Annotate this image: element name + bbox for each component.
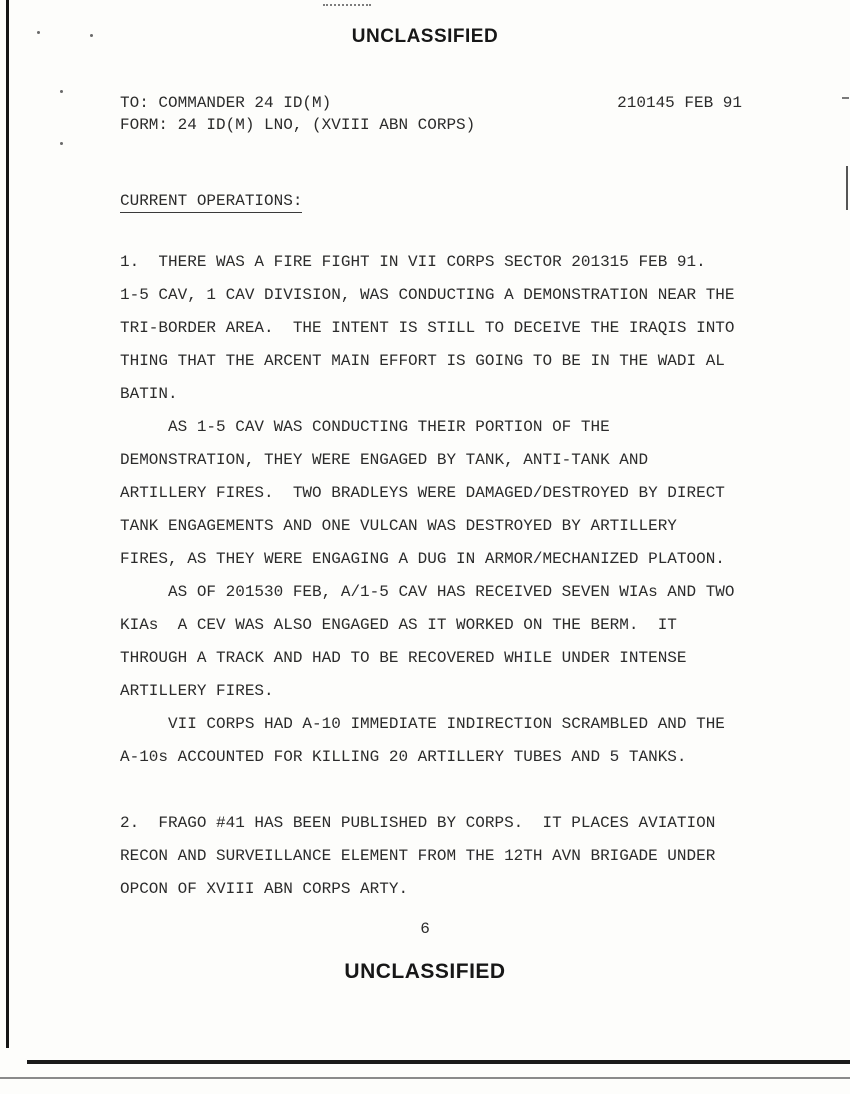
body-line: BATIN.: [120, 385, 178, 403]
scan-artifact-dot: [60, 90, 63, 93]
body-line: 2. FRAGO #41 HAS BEEN PUBLISHED BY CORPS. IT PLACES AVIATION: [120, 814, 716, 832]
memo-body: [120, 253, 780, 913]
memo-from-line: FORM: 24 ID(M) LNO, (XVIII ABN CORPS): [120, 116, 476, 134]
scan-artifact-right-tick: [842, 97, 849, 99]
memo-to-line: TO: COMMANDER 24 ID(M): [120, 94, 332, 112]
classification-marking-bottom: UNCLASSIFIED: [344, 960, 506, 983]
scan-artifact-bottom-line: [0, 1077, 850, 1079]
scan-artifact-top-dashes: [323, 4, 371, 6]
section-heading: CURRENT OPERATIONS:: [120, 192, 302, 210]
body-line: ARTILLERY FIRES.: [120, 682, 274, 700]
body-line: RECON AND SURVEILLANCE ELEMENT FROM THE 12TH AVN BRIGADE UNDER: [120, 847, 716, 865]
body-line: AS 1-5 CAV WAS CONDUCTING THEIR PORTION OF THE: [120, 418, 610, 436]
body-line: KIAs A CEV WAS ALSO ENGAGED AS IT WORKED ON THE BERM. IT: [120, 616, 677, 634]
body-line: FIRES, AS THEY WERE ENGAGING A DUG IN ARMOR/MECHANIZED PLATOON.: [120, 550, 725, 568]
body-line: ARTILLERY FIRES. TWO BRADLEYS WERE DAMAGED/DESTROYED BY DIRECT: [120, 484, 725, 502]
body-line: VII CORPS HAD A-10 IMMEDIATE INDIRECTION SCRAMBLED AND THE: [120, 715, 725, 733]
classification-marking-top: UNCLASSIFIED: [351, 26, 499, 47]
page-number: 6: [420, 920, 430, 938]
body-line: THROUGH A TRACK AND HAD TO BE RECOVERED WHILE UNDER INTENSE: [120, 649, 687, 667]
body-line: A-10s ACCOUNTED FOR KILLING 20 ARTILLERY TUBES AND 5 TANKS.: [120, 748, 687, 766]
body-line: TANK ENGAGEMENTS AND ONE VULCAN WAS DESTROYED BY ARTILLERY: [120, 517, 677, 535]
scan-artifact-left-edge-line: [6, 0, 9, 1048]
body-line: OPCON OF XVIII ABN CORPS ARTY.: [120, 880, 409, 898]
body-line-blank: [120, 781, 780, 814]
scan-artifact-bottom-bar: [27, 1060, 850, 1064]
scan-artifact-right-segment: [846, 166, 848, 210]
memo-header: [120, 92, 742, 136]
body-line: 1-5 CAV, 1 CAV DIVISION, WAS CONDUCTING A DEMONSTRATION NEAR THE: [120, 286, 735, 304]
body-line: AS OF 201530 FEB, A/1-5 CAV HAS RECEIVED SEVEN WIAs AND TWO: [120, 583, 735, 601]
body-line: DEMONSTRATION, THEY WERE ENGAGED BY TANK, ANTI-TANK AND: [120, 451, 649, 469]
memo-date: 210145 FEB 91: [617, 94, 742, 112]
body-line: TRI-BORDER AREA. THE INTENT IS STILL TO DECEIVE THE IRAQIS INTO: [120, 319, 735, 337]
scan-artifact-dot: [37, 31, 40, 34]
scan-artifact-dot: [60, 142, 63, 145]
body-line: THING THAT THE ARCENT MAIN EFFORT IS GOING TO BE IN THE WADI AL: [120, 352, 725, 370]
scan-artifact-dot: [90, 34, 93, 37]
body-line: 1. THERE WAS A FIRE FIGHT IN VII CORPS SECTOR 201315 FEB 91.: [120, 253, 706, 271]
